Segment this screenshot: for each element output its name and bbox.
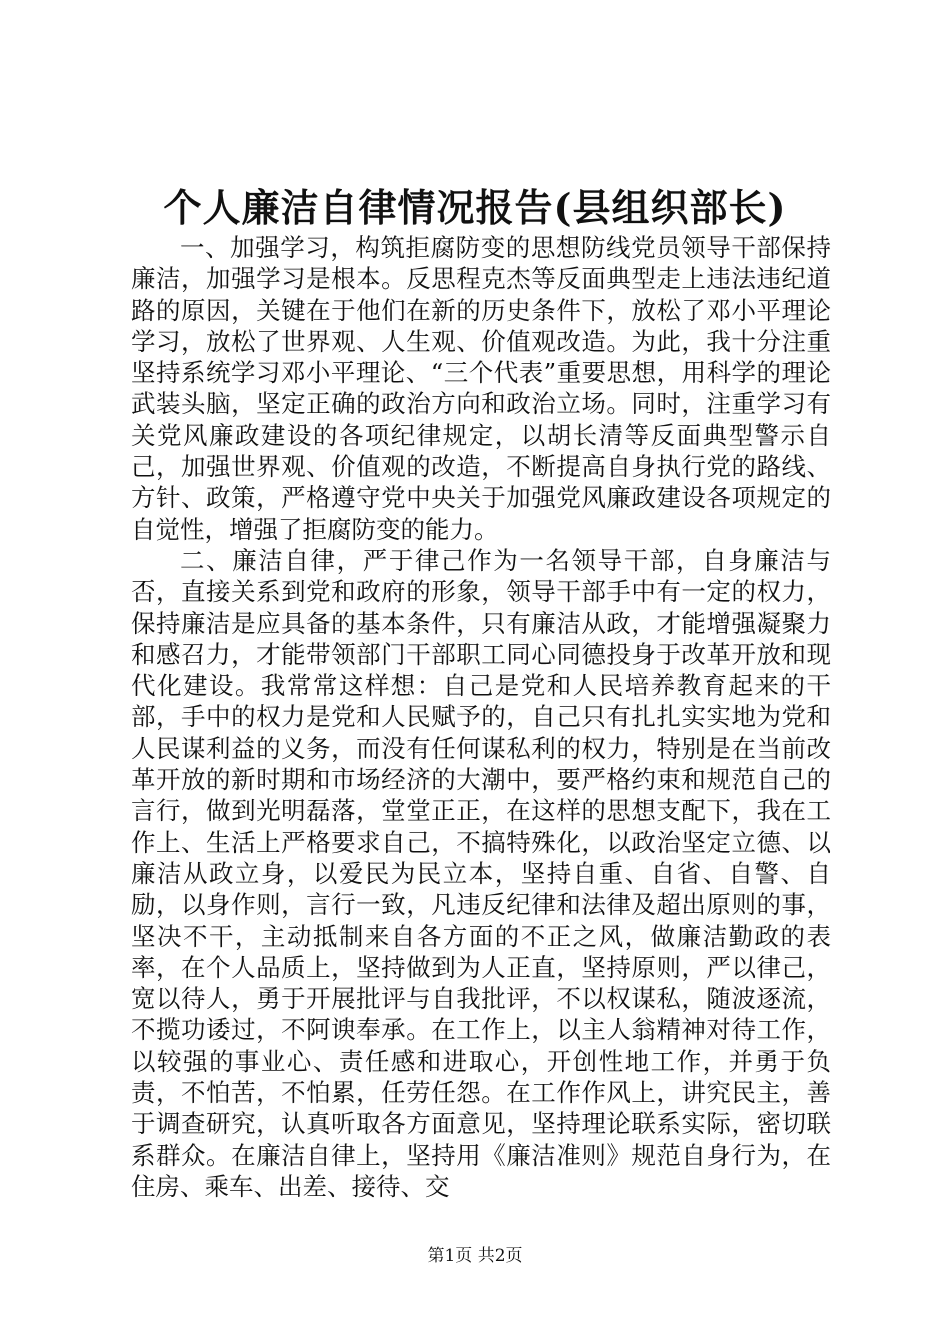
- page-footer: 第1页 共2页: [427, 1246, 523, 1266]
- paragraph-1: 一、加强学习，构筑拒腐防变的思想防线党员领导干部保持廉洁，加强学习是根本。反思程克杰等反面典型走上违法违纪道路的原因，关键在于他们在新的历史条件下，放松了邓小平理论学习，放松了世界观、人生观、价值观改造。为此，我十分注重坚持系统学习邓小平理论、“三个代表”重要思想，用科学的理论武装头脑，坚定正确的政治方向和政治立场。同时，注重学习有关党风廉政建设的各项纪律规定，以胡长清等反面典型警示自己，加强世界观、价值观的改造，不断提高自身执行党的路线、方针、政策，严格遵守党中央关于加强党风廉政建设各项规定的自觉性，增强了拒腐防变的能力。: [131, 233, 831, 544]
- document-body: [131, 232, 831, 1202]
- paragraph-2: 二、廉洁自律，严于律己作为一名领导干部，自身廉洁与否，直接关系到党和政府的形象，领导干部手中有一定的权力，保持廉洁是应具备的基本条件，只有廉洁从政，才能增强凝聚力和感召力，才能带领部门干部职工同心同德投身于改革开放和现代化建设。我常常这样想：自己是党和人民培养教育起来的干部，手中的权力是党和人民赋予的，自己只有扎扎实实地为党和人民谋利益的义务，而没有任何谋私利的权力，特别是在当前改革开放的新时期和市场经济的大潮中，要严格约束和规范自己的言行，做到光明磊落，堂堂正正，在这样的思想支配下，我在工作上、生活上严格要求自己，不搞特殊化，以政治坚定立德、以廉洁从政立身，以爱民为民立本，坚持自重、自省、自警、自励，以身作则，言行一致，凡违反纪律和法律及超出原则的事，坚决不干，主动抵制来自各方面的不正之风，做廉洁勤政的表率，在个人品质上，坚持做到为人正直，坚持原则，严以律己，宽以待人，勇于开展批评与自我批评，不以权谋私，随波逐流，不揽功诿过，不阿谀奉承。在工作上，以主人翁精神对待工作，以较强的事业心、责任感和进取心，开创性地工作，并勇于负责，不怕苦，不怕累，任劳任怨。在工作作风上，讲究民主，善于调查研究，认真听取各方面意见，坚持理论联系实际，密切联系群众。在廉洁自律上，坚持用《廉洁准则》规范自身行为，在住房、乘车、出差、接待、交: [131, 545, 831, 1201]
- document-title: 个人廉洁自律情况报告(县组织部长): [163, 185, 787, 230]
